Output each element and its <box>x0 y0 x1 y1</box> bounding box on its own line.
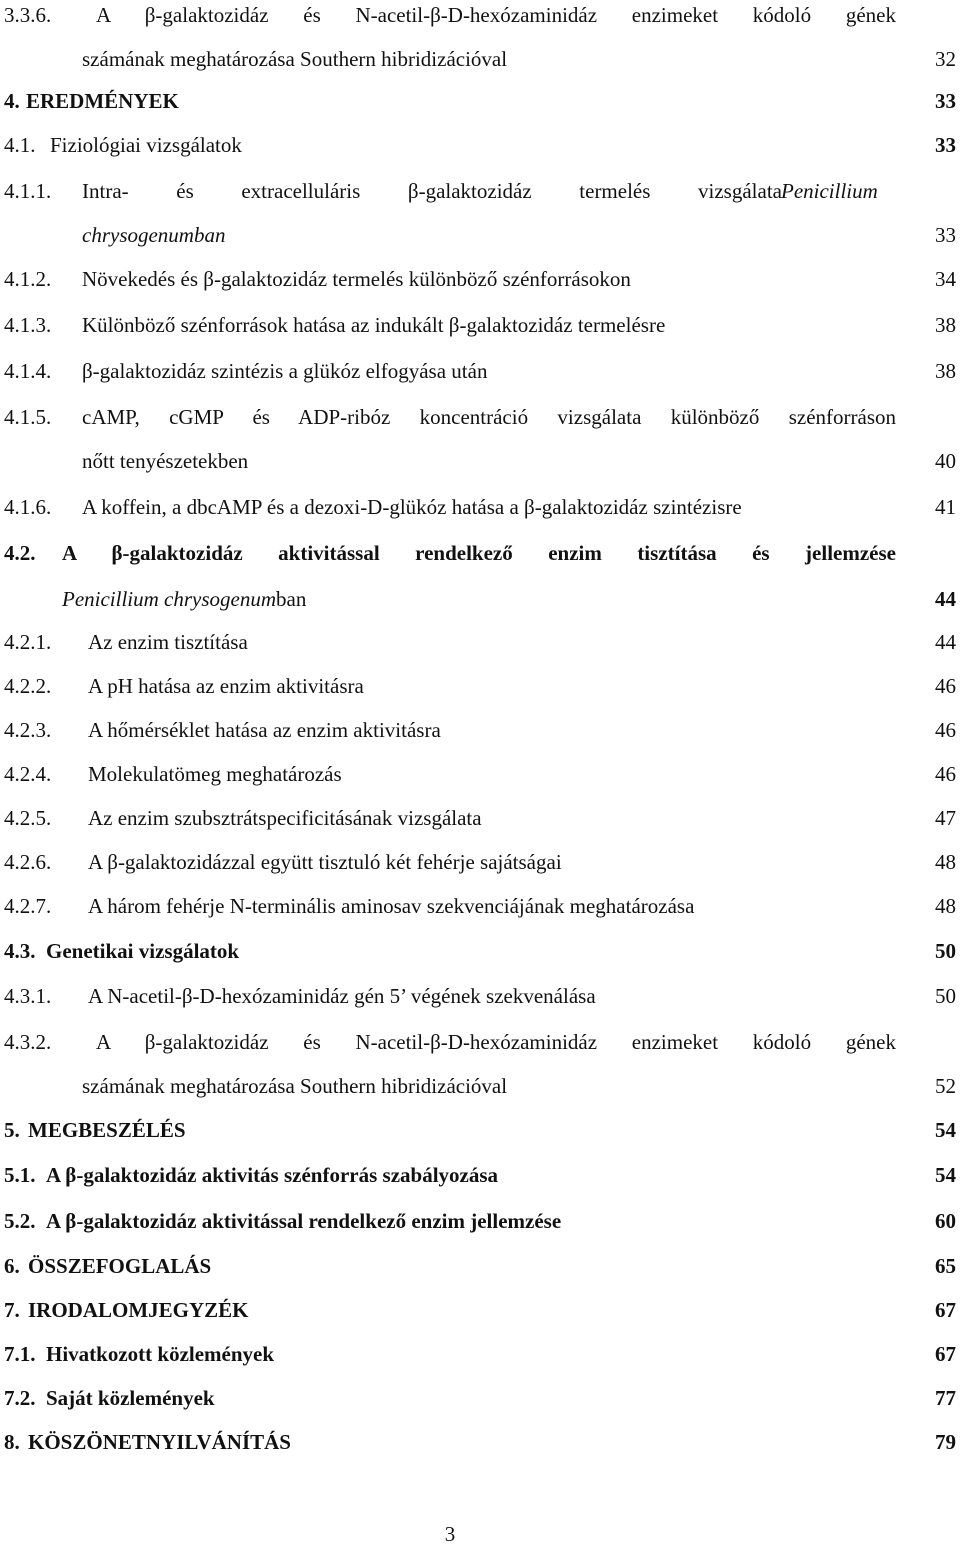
toc-entry <box>0 715 960 745</box>
toc-entry-number: 4.1.1. <box>4 179 52 203</box>
toc-entry <box>0 1206 960 1236</box>
toc-entry-continuation <box>0 220 960 250</box>
toc-entry-page: 79 <box>935 1430 956 1454</box>
toc-entry-title: Növekedés és β-galaktozidáz termelés különböző szénforrásokon <box>82 267 631 291</box>
toc-entry-page: 44 <box>935 630 956 654</box>
toc-entry-page: 65 <box>935 1254 956 1278</box>
page-number: 3 <box>444 1522 456 1546</box>
toc-entry-page: 38 <box>935 313 956 337</box>
toc-entry <box>0 803 960 833</box>
toc-entry-title-cont: számának meghatározása Southern hibridizációval <box>82 47 508 71</box>
toc-entry-title: ÖSSZEFOGLALÁS <box>28 1254 212 1278</box>
toc-entry-title: β-galaktozidáz szintézis a glükóz elfogyása után <box>82 359 488 383</box>
toc-entry-title: IRODALOMJEGYZÉK <box>28 1298 249 1322</box>
toc-entry-page: 48 <box>935 894 956 918</box>
toc-entry-page: 46 <box>935 674 956 698</box>
toc-entry-number: 4.2.5. <box>4 806 52 830</box>
toc-entry-title: Saját közlemények <box>46 1386 215 1410</box>
toc-entry-title: A koffein, a dbcAMP és a dezoxi-D-glükóz hatása a β-galaktozidáz szintézisre <box>82 495 742 519</box>
toc-entry-number: 4.2. <box>4 541 36 565</box>
toc-entry-number: 4.1.3. <box>4 313 52 337</box>
toc-entry-title-cont: számának meghatározása Southern hibridizációval <box>82 1074 508 1098</box>
toc-entry-page: 44 <box>935 587 956 611</box>
toc-entry-title: A hőmérséklet hatása az enzim aktivitásra <box>88 718 441 742</box>
toc-entry-number: 7.2. <box>4 1386 36 1410</box>
toc-entry <box>0 627 960 657</box>
toc-entry-page: 40 <box>935 449 956 473</box>
toc-entry-number: 4.2.4. <box>4 762 52 786</box>
toc-entry-number: 4.3.1. <box>4 984 52 1008</box>
toc-entry-title: A három fehérje N-terminális aminosav szekvenciájának meghatározása <box>88 894 695 918</box>
toc-entry <box>0 759 960 789</box>
toc-entry-page: 54 <box>935 1118 956 1142</box>
toc-entry-page: 38 <box>935 359 956 383</box>
toc-entry-title-cont-wrap <box>62 584 306 614</box>
toc-entry-number: 5.1. <box>4 1163 36 1187</box>
toc-entry <box>0 1115 960 1145</box>
toc-entry-number: 3.3.6. <box>4 3 52 27</box>
toc-entry-title: Fiziológiai vizsgálatok <box>50 133 242 157</box>
toc-entry <box>0 671 960 701</box>
toc-entry <box>0 402 960 432</box>
toc-entry-continuation <box>0 1071 960 1101</box>
toc-entry-number: 4.1. <box>4 133 36 157</box>
toc-entry-continuation <box>0 44 960 74</box>
toc-entry-title: A N-acetil-β-D-hexózaminidáz gén 5’ végének szekvenálása <box>88 984 596 1008</box>
toc-entry-page: 60 <box>935 1209 956 1233</box>
toc-entry-title: A β-galaktozidáz és N-acetil-β-D-hexózaminidáz enzimeket kódoló gének <box>96 1030 896 1054</box>
toc-entry-title: Genetikai vizsgálatok <box>46 939 240 963</box>
toc-entry-title: Az enzim szubsztrátspecificitásának vizsgálata <box>88 806 482 830</box>
toc-entry-title-italic: Penicillium <box>781 179 878 203</box>
toc-entry-number: 4.1.6. <box>4 495 52 519</box>
toc-entry <box>0 981 960 1011</box>
toc-entry <box>0 1427 960 1457</box>
toc-entry <box>0 1383 960 1413</box>
toc-entry-number: 4.2.2. <box>4 674 52 698</box>
toc-entry-title: Hivatkozott közlemények <box>46 1342 275 1366</box>
toc-entry-number: 7. <box>4 1298 20 1322</box>
toc-entry <box>0 492 960 522</box>
toc-entry <box>0 847 960 877</box>
toc-entry-page: 33 <box>935 133 956 157</box>
toc-entry-page: 46 <box>935 718 956 742</box>
toc-entry-page: 50 <box>935 939 956 963</box>
toc-entry <box>0 0 960 30</box>
toc-entry-title-cont-italic: Penicillium chrysogenum <box>62 587 277 611</box>
toc-entry-page: 52 <box>935 1074 956 1098</box>
toc-entry <box>0 1160 960 1190</box>
toc-entry-page: 67 <box>935 1298 956 1322</box>
toc-entry-title: A β-galaktozidáz és N-acetil-β-D-hexózaminidáz enzimeket kódoló gének <box>96 3 896 27</box>
toc-entry-title: A β-galaktozidázzal együtt tisztuló két fehérje sajátságai <box>88 850 562 874</box>
toc-entry-number: 4.3. <box>4 939 36 963</box>
toc-entry-number: 4.1.2. <box>4 267 52 291</box>
toc-entry-continuation <box>0 584 960 614</box>
toc-entry-number: 6. <box>4 1254 20 1278</box>
toc-entry-title: Intra- és extracelluláris β-galaktozidáz termelés vizsgálata <box>82 179 782 203</box>
toc-entry-title: MEGBESZÉLÉS <box>28 1118 186 1142</box>
toc-entry-number: 8. <box>4 1430 20 1454</box>
toc-entry-page: 33 <box>935 223 956 247</box>
toc-entry-page: 34 <box>935 267 956 291</box>
toc-entry <box>0 1251 960 1281</box>
toc-entry-number: 4.2.1. <box>4 630 52 654</box>
toc-entry <box>0 891 960 921</box>
toc-entry-number: 4.3.2. <box>4 1030 52 1054</box>
toc-entry-number: 4.1.5. <box>4 405 52 429</box>
toc-entry-number: 5.2. <box>4 1209 36 1233</box>
toc-entry-title-cont: nőtt tenyészetekben <box>82 449 249 473</box>
toc-entry <box>0 538 960 568</box>
toc-entry-title: Különböző szénforrások hatása az indukált β-galaktozidáz termelésre <box>82 313 666 337</box>
toc-entry-title: EREDMÉNYEK <box>26 89 179 113</box>
toc-entry-title: A β-galaktozidáz aktivitás szénforrás szabályozása <box>46 1163 499 1187</box>
toc-entry <box>0 1339 960 1369</box>
toc-entry-title: Molekulatömeg meghatározás <box>88 762 342 786</box>
toc-entry-title: A β-galaktozidáz aktivitással rendelkező enzim tisztítása és jellemzése <box>62 541 896 565</box>
toc-entry-number: 4.1.4. <box>4 359 52 383</box>
toc-entry-number: 5. <box>4 1118 20 1142</box>
toc-entry-title: cAMP, cGMP és ADP-ribóz koncentráció vizsgálata különböző szénforráson <box>82 405 896 429</box>
toc-entry-page: 67 <box>935 1342 956 1366</box>
toc-entry-page: 54 <box>935 1163 956 1187</box>
toc-entry <box>0 130 960 160</box>
toc-entry-number: 4.2.7. <box>4 894 52 918</box>
toc-entry <box>0 1295 960 1325</box>
toc-entry <box>0 264 960 294</box>
toc-entry <box>0 356 960 386</box>
toc-entry-continuation <box>0 446 960 476</box>
toc-entry <box>0 86 960 116</box>
toc-entry-page: 32 <box>935 47 956 71</box>
toc-entry-number: 4. <box>4 89 20 113</box>
toc-entry-page: 41 <box>935 495 956 519</box>
toc-entry-page: 50 <box>935 984 956 1008</box>
toc-entry-title-cont: chrysogenumban <box>82 223 226 247</box>
toc-entry-title: A pH hatása az enzim aktivitásra <box>88 674 364 698</box>
toc-entry-title: A β-galaktozidáz aktivitással rendelkező enzim jellemzése <box>46 1209 562 1233</box>
toc-entry-page: 33 <box>935 89 956 113</box>
toc-entry-number: 7.1. <box>4 1342 36 1366</box>
toc-entry <box>0 310 960 340</box>
toc-entry <box>0 936 960 966</box>
toc-entry-page: 46 <box>935 762 956 786</box>
toc-entry-title: Az enzim tisztítása <box>88 630 248 654</box>
toc-entry-title-cont: ban <box>276 587 307 611</box>
toc-entry <box>0 176 960 206</box>
toc-entry <box>0 1027 960 1057</box>
toc-entry-page: 77 <box>935 1386 956 1410</box>
toc-entry-number: 4.2.3. <box>4 718 52 742</box>
toc-entry-title: KÖSZÖNETNYILVÁNÍTÁS <box>28 1430 291 1454</box>
toc-entry-page: 48 <box>935 850 956 874</box>
toc-entry-number: 4.2.6. <box>4 850 52 874</box>
toc-entry-page: 47 <box>935 806 956 830</box>
